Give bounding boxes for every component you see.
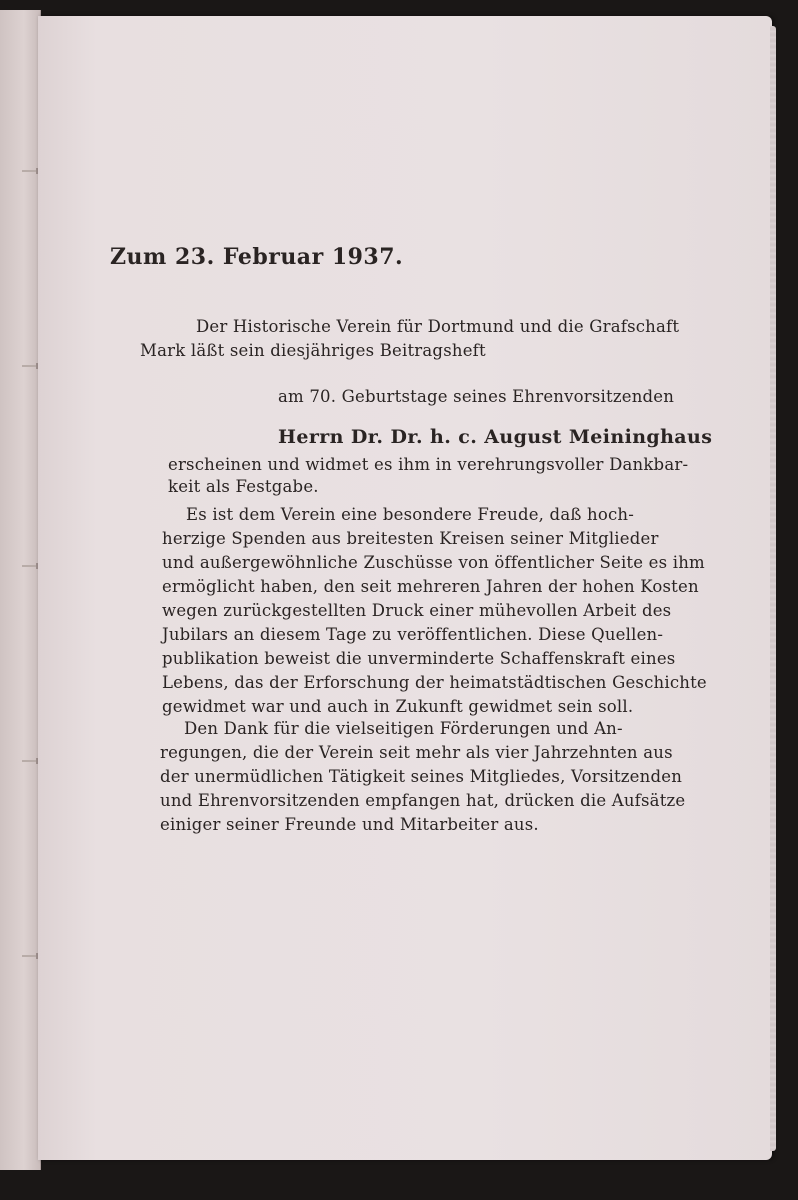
paragraph-line: ermöglicht haben, den seit mehreren Jahren der hohen Kosten	[162, 577, 699, 596]
paragraph-line: regungen, die der Verein seit mehr als vier Jahrzehnten aus	[160, 743, 673, 762]
honoree-name: Herrn Dr. Dr. h. c. August Meininghaus	[278, 426, 713, 448]
paragraph-line: herzige Spenden aus breitesten Kreisen seiner Mitglieder	[162, 529, 659, 548]
paragraph-line: gewidmet war und auch in Zukunft gewidmet sein soll.	[162, 697, 634, 716]
paragraph-line: und außergewöhnliche Zuschüsse von öffentlicher Seite es ihm	[162, 553, 705, 572]
paragraph-line: und Ehrenvorsitzenden empfangen hat, drücken die Aufsätze	[160, 791, 686, 810]
binding-stitch	[22, 565, 38, 567]
paragraph-line: Lebens, das der Erforschung der heimatstädtischen Geschichte	[162, 673, 707, 692]
page-edge	[770, 26, 776, 1151]
paragraph-line: erscheinen und widmet es ihm in verehrungsvoller Dankbar-	[168, 455, 689, 474]
paragraph-line: wegen zurückgestellten Druck einer mühevollen Arbeit des	[162, 601, 672, 620]
paragraph-line: publikation beweist die unverminderte Schaffenskraft eines	[162, 649, 676, 668]
paragraph-line: Jubilars an diesem Tage zu veröffentlichen. Diese Quellen-	[162, 625, 664, 644]
page-heading: Zum 23. Februar 1937.	[110, 244, 404, 270]
book-page	[38, 16, 772, 1160]
binding-stitch	[22, 955, 38, 957]
paragraph-line: Den Dank für die vielseitigen Förderungen und An-	[184, 719, 623, 738]
occasion-line: am 70. Geburtstage seines Ehrenvorsitzenden	[278, 387, 675, 406]
intro-line: Mark läßt sein diesjähriges Beitragsheft	[140, 341, 486, 360]
binding-stitch	[22, 760, 38, 762]
paragraph-line: einiger seiner Freunde und Mitarbeiter aus.	[160, 815, 539, 834]
paragraph-line: der unermüdlichen Tätigkeit seines Mitgliedes, Vorsitzenden	[160, 767, 683, 786]
intro-line: Der Historische Verein für Dortmund und die Grafschaft	[196, 317, 680, 336]
paragraph-line: Es ist dem Verein eine besondere Freude, daß hoch-	[186, 505, 635, 524]
paragraph-line: keit als Festgabe.	[168, 477, 319, 496]
binding-stitch	[22, 365, 38, 367]
binding-stitch	[22, 170, 38, 172]
left-page-edge	[0, 10, 41, 1170]
